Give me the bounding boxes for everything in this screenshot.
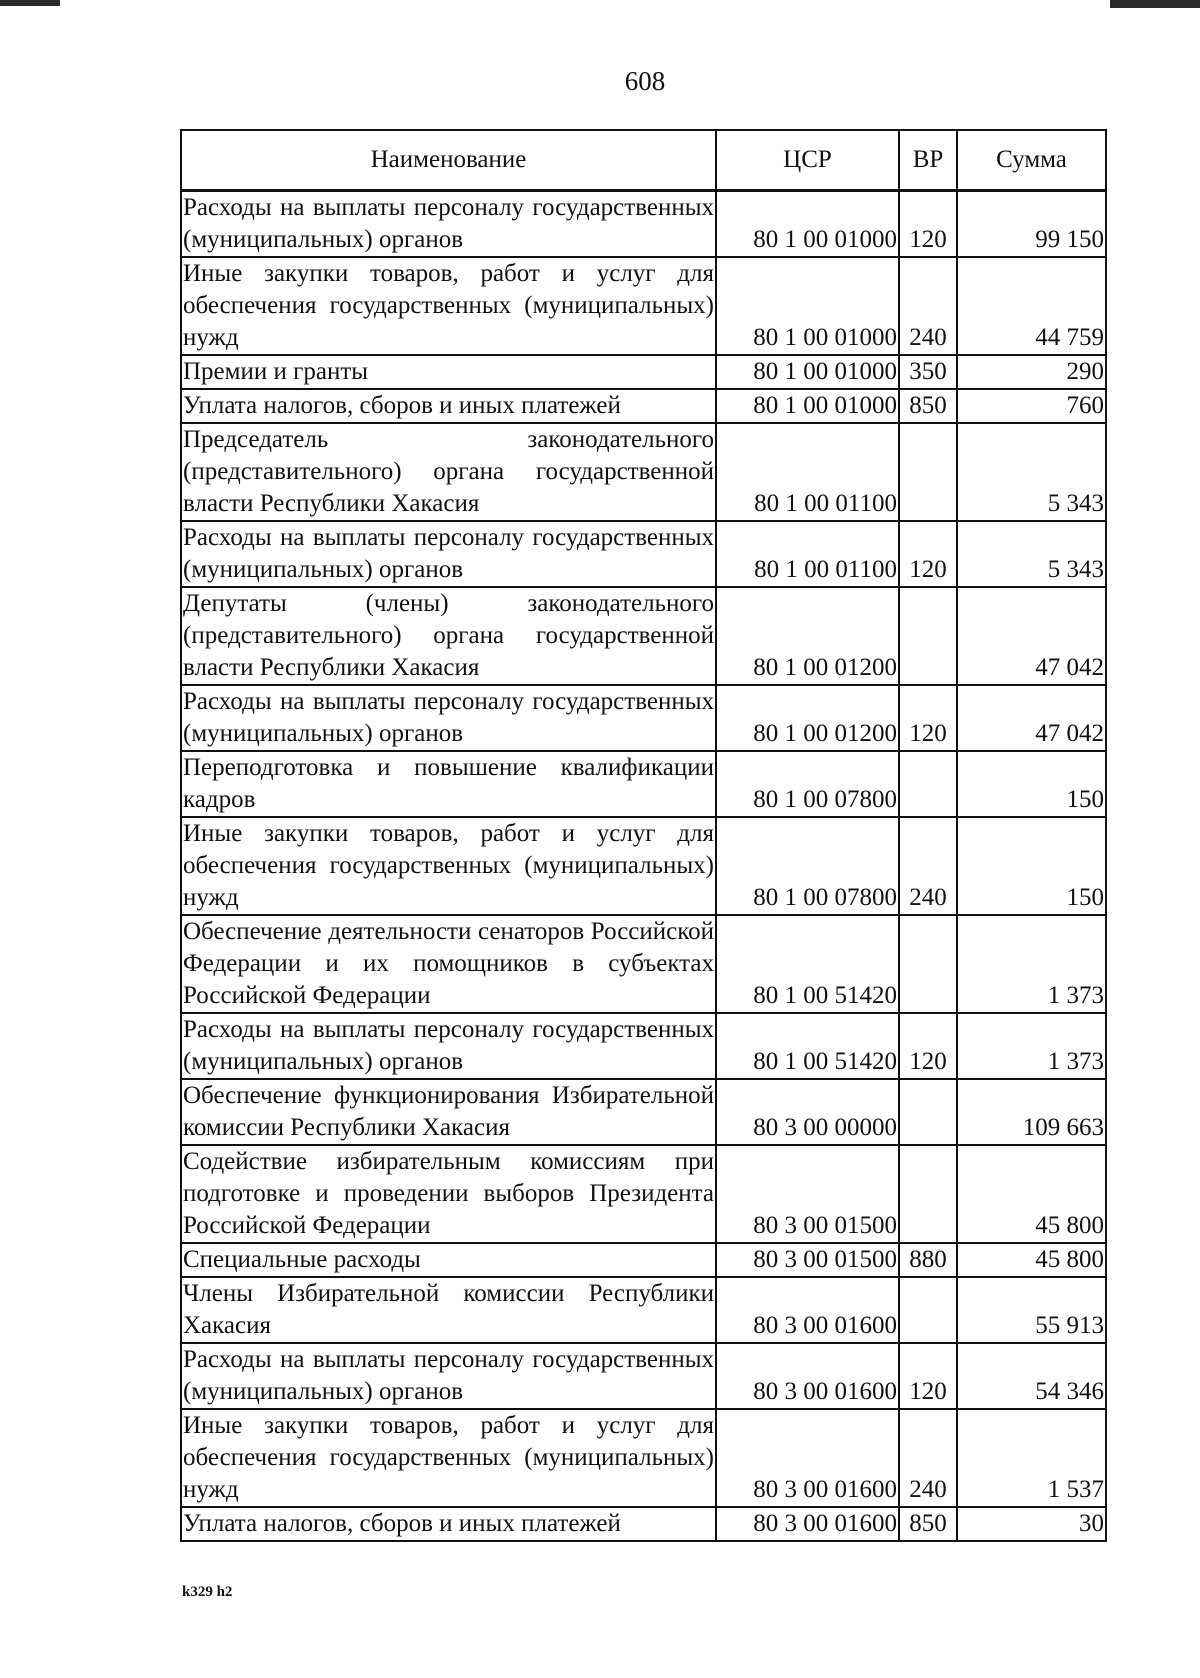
cell-csr: 80 3 00 01600 <box>716 1277 899 1343</box>
cell-sum: 45 800 <box>957 1243 1106 1277</box>
cell-name: Депутаты (члены) законодательного (представительного) органа государственной власти Республики Хакасия <box>181 587 716 685</box>
cell-name: Обеспечение функционирования Избирательной комиссии Республики Хакасия <box>181 1079 716 1145</box>
cell-sum: 5 343 <box>957 423 1106 521</box>
cell-csr: 80 1 00 01100 <box>716 521 899 587</box>
cell-name: Расходы на выплаты персоналу государственных (муниципальных) органов <box>181 191 716 258</box>
cell-vr <box>899 587 957 685</box>
cell-csr: 80 3 00 01500 <box>716 1145 899 1243</box>
cell-vr <box>899 1145 957 1243</box>
table-row <box>181 1277 1106 1343</box>
cell-name: Обеспечение деятельности сенаторов Российской Федерации и их помощников в субъектах Российской Федерации <box>181 915 716 1013</box>
cell-sum: 150 <box>957 817 1106 915</box>
cell-vr: 120 <box>899 1343 957 1409</box>
table-row <box>181 751 1106 817</box>
footer-code: k329 h2 <box>182 1584 233 1600</box>
table-row <box>181 389 1106 423</box>
cell-csr: 80 1 00 51420 <box>716 1013 899 1079</box>
header-sum: Сумма <box>957 130 1106 191</box>
cell-name: Иные закупки товаров, работ и услуг для обеспечения государственных (муниципальных) нужд <box>181 817 716 915</box>
cell-csr: 80 3 00 01600 <box>716 1507 899 1541</box>
cell-sum: 45 800 <box>957 1145 1106 1243</box>
cell-vr: 350 <box>899 355 957 389</box>
cell-sum: 1 537 <box>957 1409 1106 1507</box>
table-row <box>181 1243 1106 1277</box>
cell-name: Уплата налогов, сборов и иных платежей <box>181 389 716 423</box>
cell-csr: 80 1 00 01000 <box>716 389 899 423</box>
table-body <box>181 191 1106 1542</box>
cell-name: Иные закупки товаров, работ и услуг для обеспечения государственных (муниципальных) нужд <box>181 1409 716 1507</box>
cell-vr: 120 <box>899 1013 957 1079</box>
cell-csr: 80 1 00 51420 <box>716 915 899 1013</box>
cell-sum: 1 373 <box>957 915 1106 1013</box>
cell-name: Расходы на выплаты персоналу государственных (муниципальных) органов <box>181 521 716 587</box>
cell-name: Члены Избирательной комиссии Республики Хакасия <box>181 1277 716 1343</box>
cell-sum: 1 373 <box>957 1013 1106 1079</box>
table-row <box>181 1013 1106 1079</box>
cell-vr: 120 <box>899 521 957 587</box>
cell-name: Расходы на выплаты персоналу государственных (муниципальных) органов <box>181 685 716 751</box>
cell-name: Уплата налогов, сборов и иных платежей <box>181 1507 716 1541</box>
page-number: 608 <box>624 66 666 96</box>
cell-csr: 80 3 00 01600 <box>716 1343 899 1409</box>
cell-sum: 109 663 <box>957 1079 1106 1145</box>
table-row <box>181 257 1106 355</box>
cell-csr: 80 1 00 01100 <box>716 423 899 521</box>
cell-vr <box>899 751 957 817</box>
cell-name: Содействие избирательным комиссиям при подготовке и проведении выборов Президента Российской Федерации <box>181 1145 716 1243</box>
table-row <box>181 1079 1106 1145</box>
header-name: Наименование <box>181 130 716 191</box>
cell-sum: 47 042 <box>957 685 1106 751</box>
budget-table <box>180 129 1107 1542</box>
cell-name: Переподготовка и повышение квалификации кадров <box>181 751 716 817</box>
table-row <box>181 191 1106 258</box>
cell-sum: 99 150 <box>957 191 1106 258</box>
cell-sum: 290 <box>957 355 1106 389</box>
cell-name: Премии и гранты <box>181 355 716 389</box>
table-row <box>181 1409 1106 1507</box>
cell-vr: 850 <box>899 1507 957 1541</box>
table-row <box>181 685 1106 751</box>
cell-name: Иные закупки товаров, работ и услуг для обеспечения государственных (муниципальных) нужд <box>181 257 716 355</box>
table-row <box>181 423 1106 521</box>
cell-vr: 120 <box>899 191 957 258</box>
cell-vr: 240 <box>899 1409 957 1507</box>
table-row <box>181 355 1106 389</box>
cell-csr: 80 1 00 01200 <box>716 587 899 685</box>
cell-sum: 44 759 <box>957 257 1106 355</box>
cell-vr: 880 <box>899 1243 957 1277</box>
cell-vr <box>899 423 957 521</box>
table-row <box>181 1343 1106 1409</box>
cell-sum: 54 346 <box>957 1343 1106 1409</box>
cell-csr: 80 1 00 07800 <box>716 817 899 915</box>
cell-vr: 240 <box>899 817 957 915</box>
cell-name: Специальные расходы <box>181 1243 716 1277</box>
cell-sum: 760 <box>957 389 1106 423</box>
cell-csr: 80 3 00 01600 <box>716 1409 899 1507</box>
cell-sum: 47 042 <box>957 587 1106 685</box>
header-csr: ЦСР <box>716 130 899 191</box>
cell-name: Расходы на выплаты персоналу государственных (муниципальных) органов <box>181 1343 716 1409</box>
cell-csr: 80 1 00 07800 <box>716 751 899 817</box>
cell-vr: 240 <box>899 257 957 355</box>
scan-edge-top-left <box>0 0 60 6</box>
cell-vr <box>899 915 957 1013</box>
cell-sum: 30 <box>957 1507 1106 1541</box>
cell-name: Председатель законодательного (представительного) органа государственной власти Республики Хакасия <box>181 423 716 521</box>
table-row <box>181 1507 1106 1541</box>
table-row <box>181 1145 1106 1243</box>
cell-sum: 55 913 <box>957 1277 1106 1343</box>
cell-vr: 850 <box>899 389 957 423</box>
cell-csr: 80 1 00 01000 <box>716 257 899 355</box>
cell-csr: 80 1 00 01000 <box>716 355 899 389</box>
cell-sum: 5 343 <box>957 521 1106 587</box>
table-row <box>181 587 1106 685</box>
cell-vr: 120 <box>899 685 957 751</box>
cell-csr: 80 1 00 01000 <box>716 191 899 258</box>
table-header-row <box>181 130 1106 191</box>
scan-edge-top-right <box>1110 0 1200 8</box>
table-row <box>181 521 1106 587</box>
cell-sum: 150 <box>957 751 1106 817</box>
table-row <box>181 915 1106 1013</box>
cell-csr: 80 3 00 00000 <box>716 1079 899 1145</box>
cell-vr <box>899 1277 957 1343</box>
cell-name: Расходы на выплаты персоналу государственных (муниципальных) органов <box>181 1013 716 1079</box>
cell-csr: 80 1 00 01200 <box>716 685 899 751</box>
table-row <box>181 817 1106 915</box>
cell-csr: 80 3 00 01500 <box>716 1243 899 1277</box>
cell-vr <box>899 1079 957 1145</box>
header-vr: ВР <box>899 130 957 191</box>
